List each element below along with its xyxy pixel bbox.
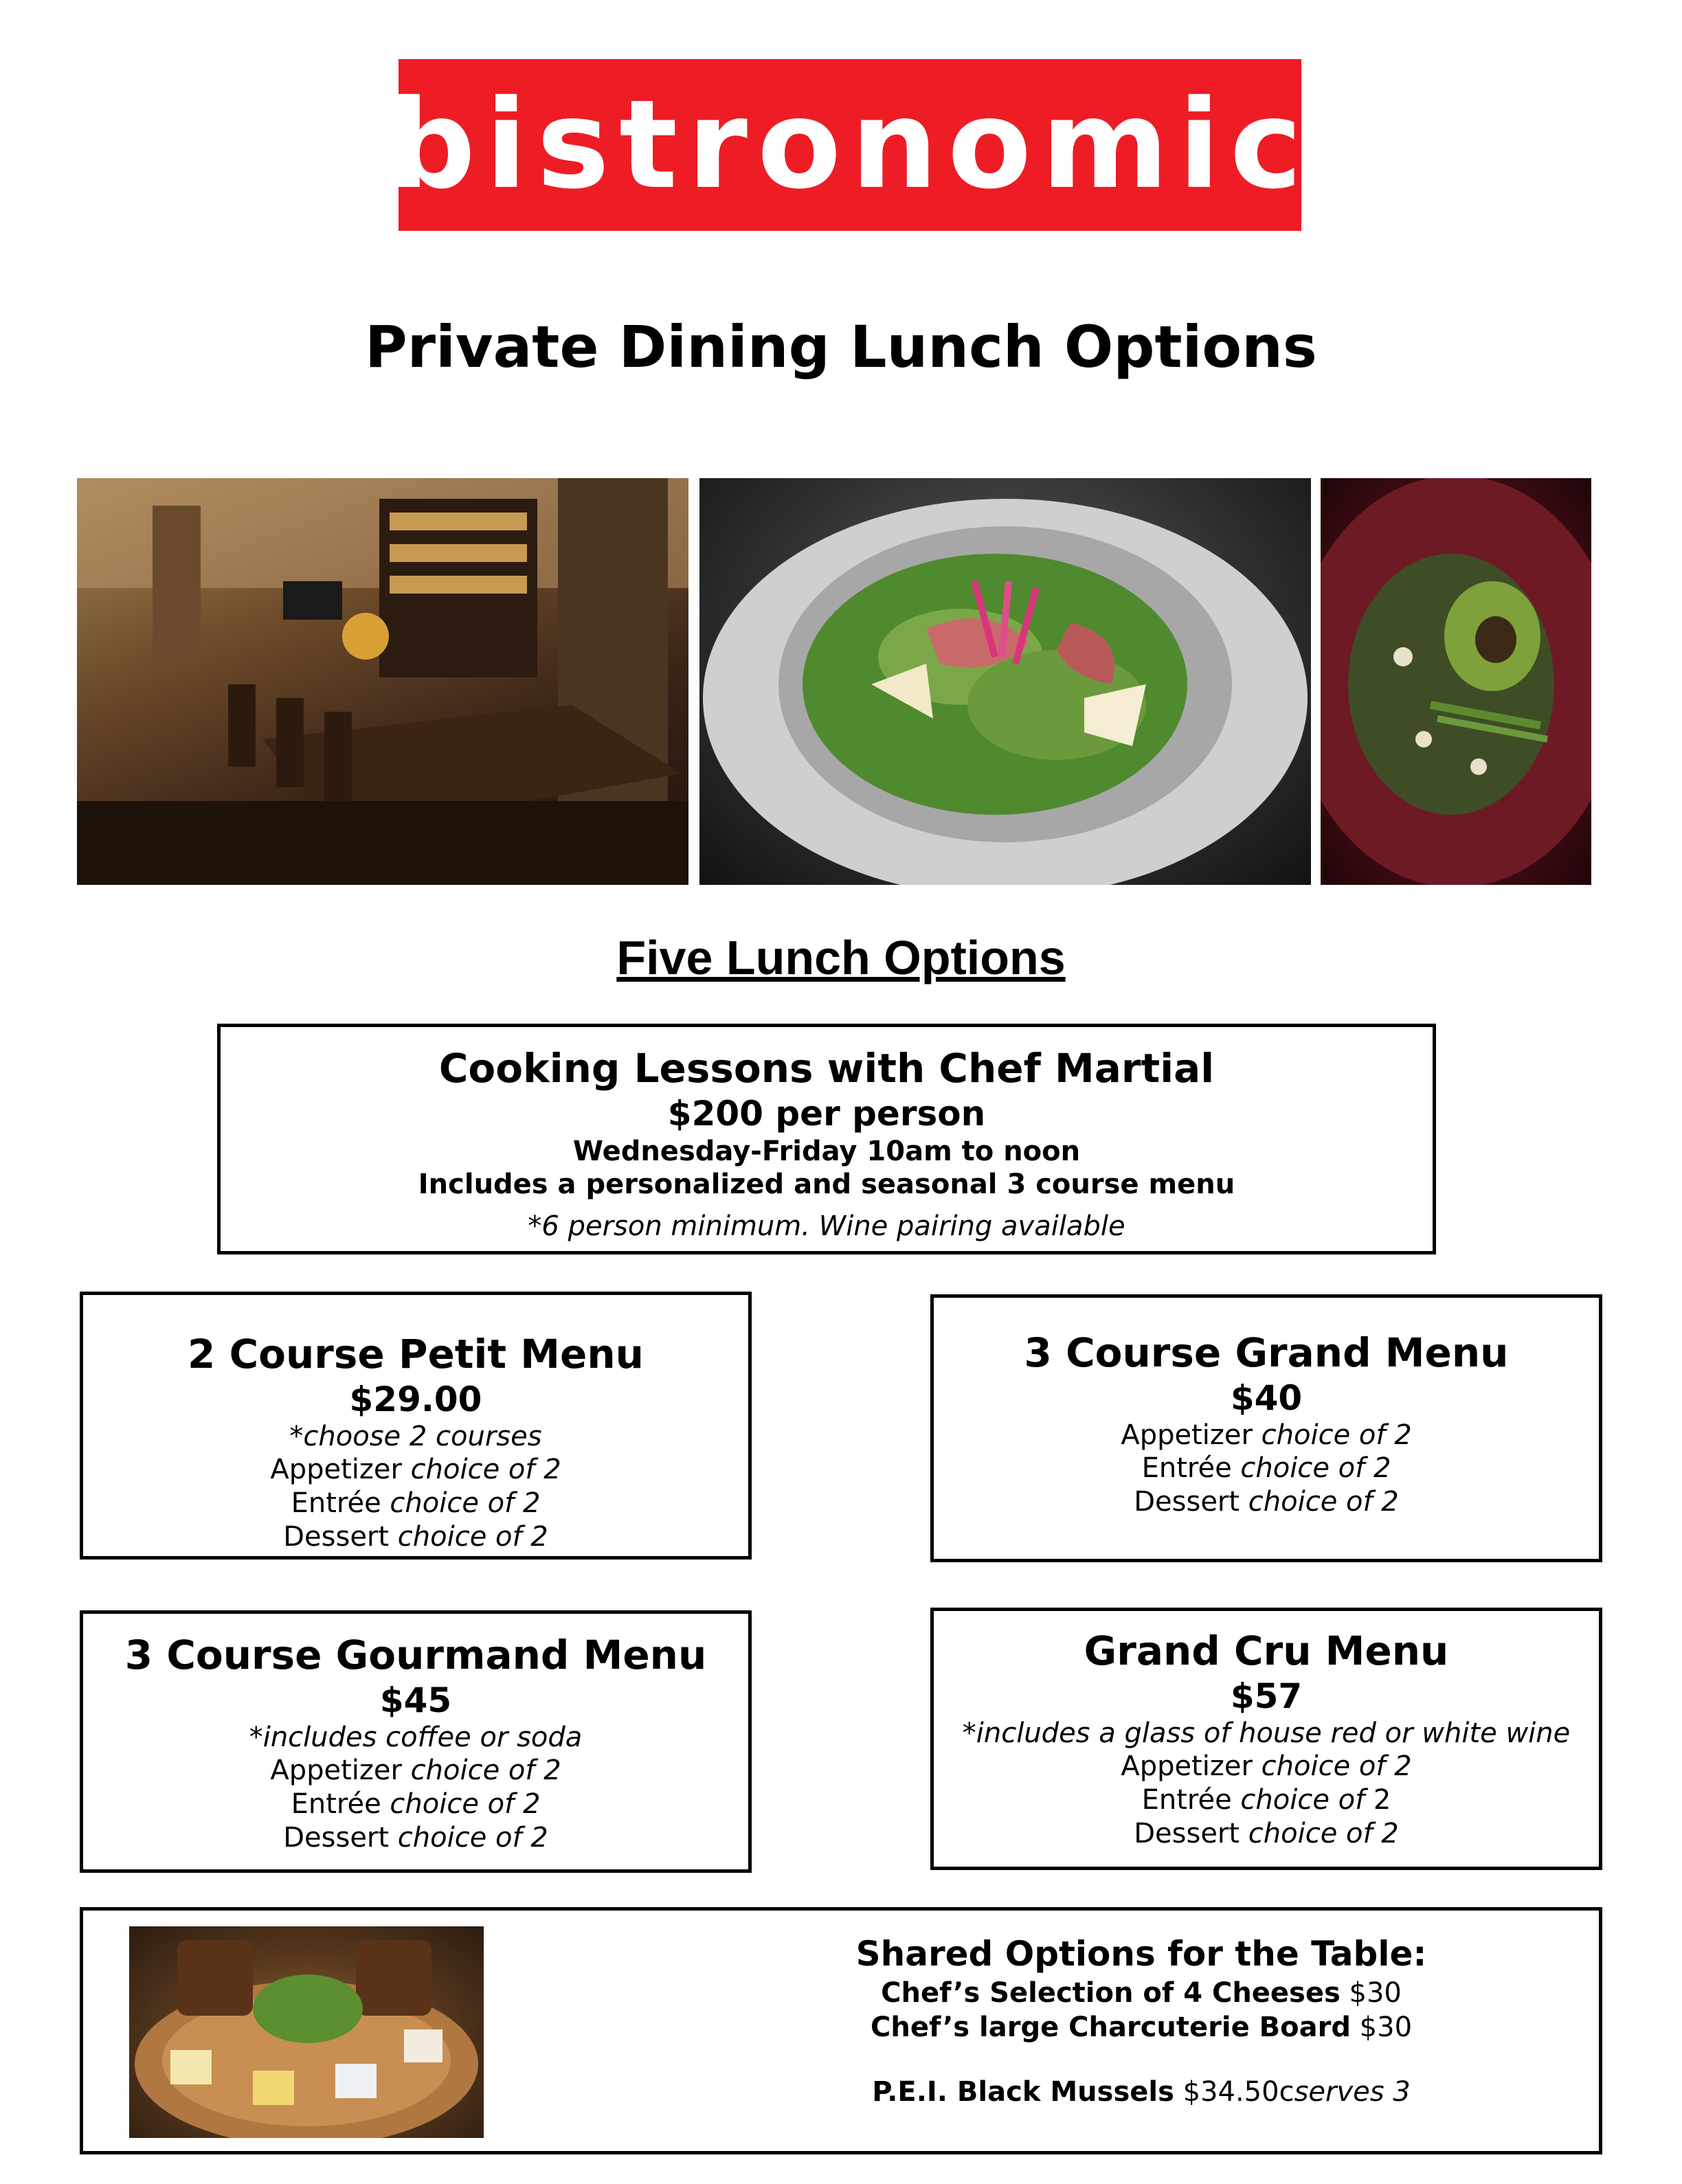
shared-item-mussels: P.E.I. Black Mussels $34.50cserves 3	[872, 2075, 1411, 2108]
cooking-includes: Includes a personalized and seasonal 3 course menu	[418, 1169, 1235, 1201]
page-title: Private Dining Lunch Options	[365, 313, 1317, 381]
grand-cru-menu-box	[930, 1608, 1602, 1870]
cooking-title: Cooking Lessons with Chef Martial	[438, 1045, 1215, 1092]
shared-item-cheeses: Chef’s Selection of 4 Cheeses $30	[881, 1977, 1402, 2009]
menu-note: *includes coffee or soda	[249, 1721, 583, 1753]
menu-title: 2 Course Petit Menu	[188, 1331, 644, 1377]
menu-note: *choose 2 courses	[289, 1420, 542, 1452]
cooking-note: *6 person minimum. Wine pairing available	[528, 1211, 1125, 1243]
menu-item-dessert: Dessert choice of 2	[283, 1821, 548, 1854]
plate-image	[1321, 478, 1591, 885]
menu-item-dessert: Dessert choice of 2	[1134, 1486, 1399, 1518]
menu-item-entree: Entrée choice of 2	[291, 1788, 541, 1821]
shared-title: Shared Options for the Table:	[855, 1934, 1427, 1974]
menu-item-dessert: Dessert choice of 2	[283, 1520, 548, 1553]
dining-room-photo	[77, 478, 688, 885]
dining-room-image	[77, 478, 688, 885]
salad-image	[699, 478, 1311, 885]
plate-photo	[1321, 478, 1591, 885]
shared-item-charcuterie: Chef’s large Charcuterie Board $30	[870, 2011, 1413, 2043]
cheese-board-photo	[129, 1926, 484, 2138]
cheese-board-image	[129, 1926, 484, 2138]
petit-menu-box	[80, 1292, 752, 1560]
menu-title: 3 Course Grand Menu	[1024, 1329, 1509, 1376]
brand-logo	[388, 59, 1312, 231]
salad-photo	[699, 478, 1311, 885]
menu-item-appetizer: Appetizer choice of 2	[1121, 1419, 1412, 1451]
cooking-schedule: Wednesday-Friday 10am to noon	[572, 1135, 1081, 1167]
menu-price: $45	[379, 1680, 452, 1720]
menu-price: $40	[1230, 1377, 1303, 1418]
gourmand-menu-box	[80, 1610, 752, 1873]
menu-item-appetizer: Appetizer choice of 2	[1121, 1750, 1412, 1783]
shared-options-text	[756, 1933, 1526, 2109]
menu-item-entree: Entrée choice of 2	[1141, 1452, 1391, 1485]
grand-menu-box	[930, 1294, 1602, 1562]
menu-item-entree: Entrée choice of 2	[291, 1487, 541, 1520]
menu-note: *includes a glass of house red or white wine	[962, 1717, 1571, 1749]
menu-title: 3 Course Gourmand Menu	[124, 1632, 707, 1678]
menu-item-entree: Entrée choice of 2	[1141, 1784, 1391, 1816]
menu-price: $29.00	[349, 1379, 482, 1419]
five-options-heading: Five Lunch Options	[616, 931, 1066, 984]
menu-item-appetizer: Appetizer choice of 2	[270, 1755, 561, 1787]
menu-title: Grand Cru Menu	[1084, 1628, 1449, 1674]
menu-item-dessert: Dessert choice of 2	[1134, 1817, 1399, 1849]
cooking-lessons-box	[217, 1024, 1436, 1254]
menu-price: $57	[1230, 1676, 1303, 1716]
cooking-price: $200 per person	[667, 1093, 986, 1134]
menu-item-appetizer: Appetizer choice of 2	[270, 1454, 561, 1486]
logo-text: bistronomic	[388, 74, 1312, 216]
